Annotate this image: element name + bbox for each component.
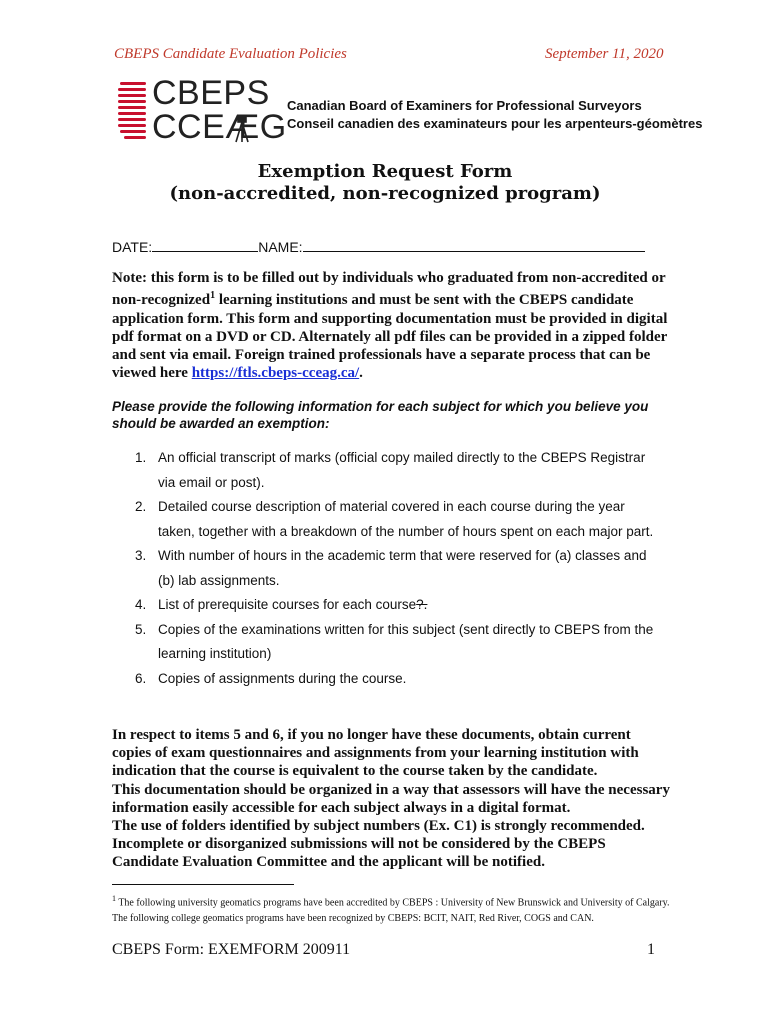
header-left: CBEPS Candidate Evaluation Policies	[114, 46, 347, 62]
footnote: $^1$ The following university geomatics programs have been accredited by CBEPS : University of New Brunswick and University of Calgary. The following college geomatics programs have been recognized by CBEPS: BCIT, NAIT, Red River, COGS and CAN.	[112, 894, 670, 925]
org-name-french: Conseil canadien des examinateurs pour les arpenteurs-géomètres	[287, 116, 703, 131]
closing-paragraph	[112, 726, 672, 872]
org-name-english: Canadian Board of Examiners for Professional Surveyors	[287, 98, 642, 113]
list-item: 2. Detailed course description of material covered in each course during the year taken, together with a breakdown of the number of hours spent on each major part.	[135, 499, 654, 539]
instructions: Please provide the following information for each subject for which you believe you should be awarded an exemption:	[112, 399, 649, 431]
form-subtitle: (non-accredited, non-recognized program)	[169, 183, 601, 204]
foreign-trained-link[interactable]: https://ftls.cbeps-cceag.ca/	[191, 365, 360, 382]
name-label: NAME:	[258, 239, 303, 255]
list-item: 3. With number of hours in the academic term that were reserved for (a) classes and (b) lab assignments.	[135, 548, 647, 588]
footnote-divider	[112, 884, 294, 885]
header-date: September 11, 2020	[545, 46, 664, 62]
note-end: .	[359, 365, 363, 382]
note-paragraph	[112, 269, 672, 383]
name-field[interactable]	[303, 237, 645, 252]
footnote-ref: 1	[210, 290, 216, 302]
list-item: 6. Copies of assignments during the course.	[135, 670, 407, 686]
form-code: CBEPS Form: EXEMFORM 200911	[112, 941, 351, 958]
note-text-2: learning institutions and must be sent with the CBEPS candidate application form. This form and supporting documentation must be provided in digital pdf format on a DVD or CD. Alternately all pdf files can be provided in a zipped folder and sent via email. Foreign trained professionals have a separate process that can be viewed here	[112, 292, 668, 382]
closing-line-1: In respect to items 5 and 6, if you no longer have these documents, obtain current copies of exam questionnaires and assignments from your learning institution with indication that the course is equivalent to the course taken by the candidate.	[112, 727, 639, 780]
closing-line-3: The use of folders identified by subject numbers (Ex. C1) is strongly recommended.	[112, 818, 645, 835]
closing-line-4: Incomplete or disorganized submissions will not be considered by the CBEPS Candidate Evaluation Committee and the applicant will be notified.	[112, 836, 606, 871]
logo-text-cbeps: CBEPS	[152, 74, 270, 112]
note-text-1: Note: this form is to be filled out by individuals who graduated from non-accredited or non-recognized	[112, 270, 666, 309]
list-item: 5. Copies of the examinations written for this subject (sent directly to CBEPS from the learning institution)	[135, 621, 654, 661]
date-name-fields	[112, 237, 645, 255]
logo-text-cceag: CCEÆG	[152, 108, 287, 146]
list-item: 1. An official transcript of marks (official copy mailed directly to the CBEPS Registrar via email or post).	[135, 450, 646, 490]
list-item: 4. List of prerequisite courses for each course?.	[135, 597, 428, 612]
page-number: 1	[647, 941, 655, 958]
date-label: DATE:	[112, 239, 153, 255]
struck-text: ?.	[416, 597, 428, 612]
closing-line-2: This documentation should be organized in a way that assessors will have the necessary information easily accessible for each subject always in a digital format.	[112, 781, 670, 816]
requirements-list	[135, 446, 655, 691]
form-title: Exemption Request Form	[257, 161, 513, 182]
logo-swoosh-icon	[118, 82, 146, 139]
date-field[interactable]	[152, 237, 258, 252]
